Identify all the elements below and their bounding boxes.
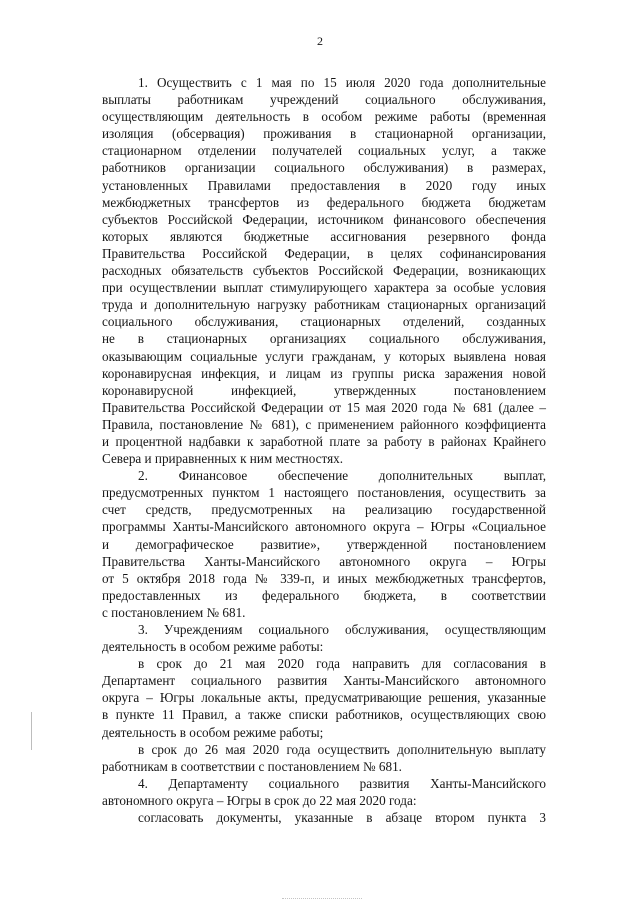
text-line: 3. Учреждениям социального обслуживания, осуществляющим bbox=[138, 622, 546, 637]
text-line: не в стационарных организациях социального обслуживания, bbox=[102, 331, 546, 347]
text-line: работников организации социального обслуживания) в размерах, bbox=[102, 160, 546, 176]
text-line: выплаты работникам учреждений социального обслуживания, bbox=[102, 92, 546, 108]
text-line: счет средств, предусмотренных на реализацию государственной bbox=[102, 502, 546, 518]
text-line: межбюджетных трансфертов из федерального бюджета бюджетам bbox=[102, 194, 546, 210]
text-line: программы Ханты-Мансийского автономного округа – Югры «Социальное bbox=[102, 519, 546, 535]
text-line: коронавирусная инфекция, и лицам из группы риска заражения новой bbox=[102, 365, 546, 381]
paragraph bbox=[102, 621, 546, 655]
paragraph bbox=[102, 775, 546, 809]
text-line: согласовать документы, указанные в абзаце втором пункта 3 bbox=[138, 810, 546, 826]
document-body bbox=[102, 74, 546, 826]
text-line: от 5 октября 2018 года № 339-п, и иных межбюджетных трансфертов, bbox=[102, 570, 546, 586]
text-line: автономного округа – Югры в срок до 22 мая 2020 года: bbox=[102, 792, 417, 808]
text-line: Правительства Российской Федерации от 15 мая 2020 года № 681 (далее – bbox=[102, 399, 546, 415]
page-number: 2 bbox=[317, 34, 323, 48]
text-line: 2. Финансовое обеспечение дополнительных выплат, bbox=[138, 468, 546, 484]
text-line: предусмотренных пунктом 1 настоящего постановления, осуществить за bbox=[102, 485, 546, 501]
text-line: Департамент социального развития Ханты-Мансийского автономного bbox=[102, 673, 546, 689]
paragraph bbox=[102, 741, 546, 775]
text-line: Правительства Российской Федерации, в целях софинансирования bbox=[102, 245, 546, 261]
text-line: в срок до 26 мая 2020 года осуществить дополнительную выплату bbox=[138, 741, 546, 757]
text-line: с постановлением № 681. bbox=[102, 604, 246, 620]
bottom-scan-mark bbox=[282, 898, 362, 900]
text-line: субъектов Российской Федерации, источником финансового обеспечения bbox=[102, 211, 546, 227]
text-line: оказывающим социальные услуги гражданам, у которых выявлена новая bbox=[102, 348, 546, 364]
text-line: 4. Департаменту социального развития Ханты-Мансийского bbox=[138, 775, 546, 791]
text-line: в срок до 21 мая 2020 года направить для согласования в bbox=[138, 656, 546, 672]
text-line: округа – Югры локальные акты, предусматривающие решения, указанные bbox=[102, 690, 546, 706]
text-line: Правительства Ханты-Мансийского автономного округа – Югры bbox=[102, 553, 546, 569]
text-line: изоляция (обсервация) проживания в стационарной организации, bbox=[102, 126, 546, 142]
paragraph bbox=[102, 655, 546, 740]
paragraph bbox=[102, 809, 546, 826]
text-line: коронавирусной инфекцией, утвержденных постановлением bbox=[102, 382, 546, 398]
margin-mark bbox=[31, 712, 32, 750]
text-line: предоставленных из федерального бюджета, в соответствии bbox=[102, 587, 546, 603]
text-line: Севера и приравненных к ним местностях. bbox=[102, 451, 344, 467]
text-line: осуществляющим деятельность в особом режиме работы (временная bbox=[102, 109, 546, 125]
text-line: деятельность в особом режиме работы; bbox=[102, 724, 324, 740]
text-line: Правила, постановление № 681), с применением районного коэффициента bbox=[102, 416, 546, 432]
text-line: работникам в соответствии с постановлением № 681. bbox=[102, 758, 402, 774]
text-line: в пункте 11 Правил, а также списки работников, осуществляющих свою bbox=[102, 707, 546, 723]
text-line: социального обслуживания, стационарных отделений, созданных bbox=[102, 314, 546, 330]
text-line: которых являются бюджетные ассигнования резервного фонда bbox=[102, 228, 546, 244]
text-line: 1. Осуществить с 1 мая по 15 июля 2020 года дополнительные bbox=[138, 75, 546, 90]
text-line: труда и дополнительную нагрузку работникам стационарных организаций bbox=[102, 297, 546, 313]
text-line: стационарном отделении получателей социальных услуг, а также bbox=[102, 143, 546, 159]
paragraph bbox=[102, 74, 546, 467]
text-line: и демографическое развитие», утвержденной постановлением bbox=[102, 536, 546, 552]
text-line: деятельность в особом режиме работы: bbox=[102, 639, 324, 655]
text-line: при осуществлении выплат стимулирующего характера за особые условия bbox=[102, 280, 546, 296]
text-line: расходных обязательств субъектов Российской Федерации, возникающих bbox=[102, 263, 546, 279]
text-line: и процентной надбавки к заработной плате за работу в районах Крайнего bbox=[102, 433, 546, 449]
paragraph bbox=[102, 467, 546, 621]
text-line: установленных Правилами предоставления в 2020 году иных bbox=[102, 177, 546, 193]
